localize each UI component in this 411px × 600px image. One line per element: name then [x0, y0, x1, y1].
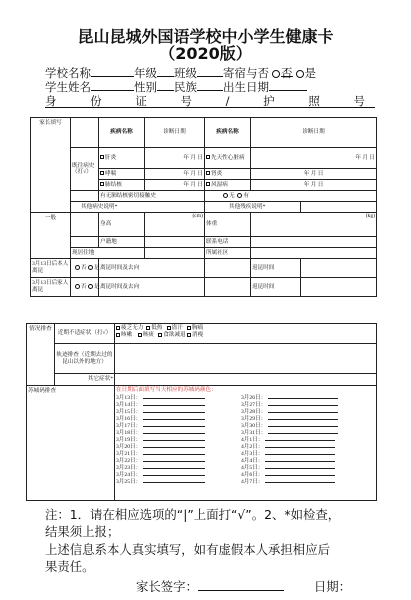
- health-info-table: [30, 117, 377, 297]
- ethnicity-label: 民族: [174, 80, 197, 94]
- class-field[interactable]: [197, 66, 223, 77]
- sucheng-color-field[interactable]: [268, 408, 338, 413]
- tb-contact-label: 有无肺结核密切接触史: [99, 191, 205, 202]
- sucheng-date-label: 3月20日：: [116, 444, 142, 450]
- sucheng-code-label: 苏城码排查: [27, 386, 115, 501]
- sucheng-date-label: 3月24日：: [116, 472, 142, 478]
- sucheng-date-label: 3月28日：: [241, 409, 267, 415]
- self-return-field[interactable]: [301, 259, 377, 278]
- disease-name-header: 疾病名称: [99, 118, 145, 148]
- signature-field[interactable]: [198, 578, 284, 591]
- sucheng-date-row[interactable]: [116, 429, 241, 436]
- sucheng-color-field[interactable]: [143, 478, 205, 483]
- phone-field[interactable]: [251, 237, 377, 248]
- self-leave-label: 3月13日后本人离昆: [31, 259, 71, 278]
- family-return-field[interactable]: [301, 278, 377, 297]
- other-disease-label: 其他病史说明*: [71, 202, 205, 213]
- sucheng-color-field[interactable]: [265, 464, 335, 469]
- sucheng-date-row[interactable]: [116, 401, 241, 408]
- self-leave-options[interactable]: 否 是: [71, 259, 99, 278]
- sucheng-date-row[interactable]: [241, 422, 361, 429]
- boarding-label: 寄宿与否: [223, 66, 269, 80]
- sucheng-date-row[interactable]: [241, 401, 361, 408]
- track-field[interactable]: [115, 344, 377, 374]
- sucheng-color-field[interactable]: [265, 443, 335, 448]
- sucheng-date-label: 3月27日：: [241, 402, 267, 408]
- sucheng-date-label: 3月19日：: [116, 437, 142, 443]
- birthday-label: 出生日期: [223, 80, 269, 94]
- signature-label: 家长签字：: [136, 579, 198, 594]
- screening-label: 情况排查: [27, 324, 55, 386]
- other-disability-field[interactable]: [301, 202, 377, 213]
- symptom-options[interactable]: 疲乏无力 低热 盗汗 胸痛 咳嗽 咳痰 食欲减退 消瘦: [115, 324, 377, 344]
- sucheng-date-row[interactable]: [116, 464, 241, 471]
- card-title: 昆山昆城外国语学校中小学生健康卡: [77, 27, 334, 46]
- sucheng-date-row[interactable]: [241, 394, 361, 401]
- boarding-yes-radio[interactable]: [296, 70, 304, 78]
- sucheng-date-label: 3月22日：: [116, 458, 142, 464]
- family-fill-label: 家长填写: [31, 118, 71, 213]
- sucheng-color-field[interactable]: [143, 394, 205, 399]
- sucheng-date-label: 4月5日：: [241, 465, 264, 471]
- sucheng-color-field[interactable]: [143, 436, 205, 441]
- phone-label: 联系电话: [205, 237, 251, 248]
- sucheng-date-row[interactable]: [116, 457, 241, 464]
- boarding-yes-label: 是: [304, 66, 316, 80]
- sucheng-color-field[interactable]: [143, 408, 205, 413]
- sucheng-dates-right: [241, 394, 361, 485]
- date-hepatitis[interactable]: 年 月 日: [145, 148, 205, 169]
- sucheng-hint: 在日期后面填写当天相应的苏城码颜色：: [116, 387, 217, 393]
- sucheng-date-row[interactable]: [241, 436, 361, 443]
- sucheng-color-field[interactable]: [265, 457, 335, 462]
- note-line-2: 结果须上报；: [45, 524, 120, 539]
- id-passport-field[interactable]: [45, 107, 375, 108]
- sucheng-date-row[interactable]: [116, 471, 241, 478]
- boarding-no-radio[interactable]: [272, 70, 280, 78]
- note-line-1: 注：1．请在相应选项的“|”上面打“√”。2、*如检查，: [45, 507, 341, 522]
- sucheng-date-label: 3月15日：: [116, 409, 142, 415]
- residence-field[interactable]: [145, 248, 205, 259]
- gender-field[interactable]: [157, 80, 174, 91]
- sucheng-date-label: 3月18日：: [116, 430, 142, 436]
- sucheng-color-field[interactable]: [143, 450, 205, 455]
- sucheng-date-label: 3月30日：: [241, 423, 267, 429]
- family-return-label: 返昆时间: [251, 278, 301, 297]
- sucheng-color-field[interactable]: [265, 450, 335, 455]
- student-name-label: 学生姓名: [45, 80, 91, 94]
- sucheng-date-row[interactable]: [241, 471, 361, 478]
- height-unit[interactable]: (cm): [145, 213, 205, 237]
- sucheng-date-row[interactable]: [241, 457, 361, 464]
- disease-tuberculosis[interactable]: 肺结核: [99, 180, 145, 191]
- track-label: 轨迹排查（近期去过的昆山以外的地方）: [55, 344, 115, 374]
- sucheng-color-field[interactable]: [268, 394, 338, 399]
- date-congenital-heart[interactable]: 年 月 日: [251, 148, 377, 169]
- sucheng-date-row[interactable]: [241, 478, 361, 485]
- community-label: 所属社区: [205, 248, 251, 259]
- other-disability-label: 其他残疾说明*: [205, 202, 301, 213]
- general-label: 一般: [31, 213, 71, 259]
- school-name-field[interactable]: [91, 66, 134, 77]
- family-leave-options[interactable]: 否 是: [71, 278, 99, 297]
- sucheng-date-label: 3月14日：: [116, 402, 142, 408]
- class-label: 班级: [174, 66, 197, 80]
- sucheng-date-label: 4月2日：: [241, 444, 264, 450]
- sucheng-date-row[interactable]: [116, 436, 241, 443]
- sucheng-date-label: 3月16日：: [116, 416, 142, 422]
- signature-row: [136, 578, 351, 595]
- sucheng-date-label: 3月17日：: [116, 423, 142, 429]
- note-line-4: 果责任。: [45, 559, 95, 574]
- height-label: 身高: [99, 213, 145, 237]
- sucheng-date-row[interactable]: [241, 408, 361, 415]
- sucheng-date-row[interactable]: [241, 429, 361, 436]
- other-symptoms-label: 其它症状*: [55, 374, 115, 386]
- sucheng-color-field[interactable]: [143, 401, 205, 406]
- note-line-3: 上述信息系本人真实填写，如有虚假本人承担相应后: [45, 542, 330, 557]
- card-edition: （2020版）: [159, 44, 252, 63]
- sucheng-color-field[interactable]: [268, 429, 338, 434]
- sucheng-color-field[interactable]: [265, 478, 335, 483]
- sucheng-date-label: 3月23日：: [116, 465, 142, 471]
- disease-asthma[interactable]: 哮喘: [99, 169, 145, 180]
- family-leave-dest-label: 离昆时间及去向: [99, 278, 205, 297]
- disease-hepatitis[interactable]: 肝炎: [99, 148, 145, 169]
- sucheng-dates-left: [116, 394, 241, 485]
- sucheng-color-field[interactable]: [143, 457, 205, 462]
- school-name-label: 学校名称: [45, 66, 91, 80]
- sucheng-date-row[interactable]: [241, 443, 361, 450]
- sucheng-date-row[interactable]: [116, 450, 241, 457]
- diagnosis-date-header-right: 诊断日期: [251, 118, 377, 148]
- self-return-label: 返昆时间: [251, 259, 301, 278]
- sucheng-date-label: 4月4日：: [241, 458, 264, 464]
- boarding-no-label: 否: [281, 66, 293, 80]
- sucheng-color-field[interactable]: [265, 436, 335, 441]
- sucheng-date-row[interactable]: [241, 464, 361, 471]
- sucheng-color-field[interactable]: [143, 415, 205, 420]
- date-tuberculosis[interactable]: 年 月 日: [145, 180, 205, 191]
- diagnosis-date-header: 诊断日期: [145, 118, 205, 148]
- sucheng-date-label: 4月7日：: [241, 479, 264, 485]
- sucheng-date-label: 3月25日：: [116, 479, 142, 485]
- birthday-field[interactable]: [269, 80, 307, 91]
- sucheng-color-field[interactable]: [143, 464, 205, 469]
- sucheng-date-label: 4月3日：: [241, 451, 264, 457]
- date-nephritis[interactable]: 年 月 日: [251, 169, 377, 180]
- sucheng-date-row[interactable]: [116, 415, 241, 422]
- sucheng-date-row[interactable]: [116, 422, 241, 429]
- disease-name-header-right: 疾病名称: [205, 118, 251, 148]
- sucheng-date-row[interactable]: [116, 443, 241, 450]
- family-leave-label: 3月13日后家人离昆: [31, 278, 71, 297]
- sucheng-date-label: 3月29日：: [241, 416, 267, 422]
- hukou-label: 户籍地: [99, 237, 145, 248]
- sucheng-color-field[interactable]: [143, 429, 205, 434]
- community-field[interactable]: [251, 248, 377, 259]
- info-line-2: [45, 80, 307, 94]
- sucheng-date-label: 4月1日：: [241, 437, 264, 443]
- sucheng-date-row[interactable]: [241, 450, 361, 457]
- sucheng-date-row[interactable]: [116, 408, 241, 415]
- residence-label: 现居住地: [71, 248, 145, 259]
- sucheng-date-row[interactable]: [116, 478, 241, 485]
- weight-label: 体重: [205, 213, 251, 237]
- screening-table: [26, 323, 377, 501]
- sucheng-color-field[interactable]: [143, 422, 205, 427]
- sucheng-date-label: 3月26日：: [241, 395, 267, 401]
- past-history-label: 既往病史（打√）: [71, 148, 99, 191]
- sucheng-code-cell: [115, 386, 377, 501]
- sucheng-color-field[interactable]: [268, 401, 338, 406]
- sucheng-date-row[interactable]: [241, 415, 361, 422]
- sucheng-date-row[interactable]: [116, 394, 241, 401]
- sucheng-color-field[interactable]: [143, 471, 205, 476]
- ethnicity-field[interactable]: [197, 80, 223, 91]
- id-passport-label: 身 份 证 号 / 护 照 号: [45, 94, 365, 108]
- date-rheumatism[interactable]: 年 月 日: [251, 180, 377, 191]
- disease-rheumatism[interactable]: 风湿病: [205, 180, 251, 191]
- tb-contact-options[interactable]: 无 有: [205, 191, 377, 202]
- disease-congenital-heart[interactable]: 先天性心脏病: [205, 148, 251, 169]
- sucheng-color-field[interactable]: [268, 415, 338, 420]
- sucheng-date-label: 3月13日：: [116, 395, 142, 401]
- sucheng-color-field[interactable]: [268, 422, 338, 427]
- sucheng-date-label: 3月31日：: [241, 430, 267, 436]
- disease-nephritis[interactable]: 肾炎: [205, 169, 251, 180]
- date-asthma[interactable]: 年 月 日: [145, 169, 205, 180]
- gender-label: 性别: [134, 80, 157, 94]
- self-leave-dest-label: 离昆时间及去向: [99, 259, 205, 278]
- weight-unit[interactable]: (kg): [251, 213, 377, 237]
- hukou-field[interactable]: [145, 237, 205, 248]
- grade-field[interactable]: [157, 66, 174, 77]
- sucheng-color-field[interactable]: [143, 443, 205, 448]
- grade-label: 年级: [134, 66, 157, 80]
- info-line-1: [45, 66, 316, 80]
- date-label: 日期：: [313, 579, 352, 594]
- sucheng-color-field[interactable]: [265, 471, 335, 476]
- other-symptoms-field[interactable]: [115, 374, 377, 386]
- student-name-field[interactable]: [91, 80, 134, 91]
- sucheng-date-label: 3月21日：: [116, 451, 142, 457]
- sucheng-date-label: 4月6日：: [241, 472, 264, 478]
- recent-symptoms-label: 近期不适症状（打√）: [55, 324, 115, 344]
